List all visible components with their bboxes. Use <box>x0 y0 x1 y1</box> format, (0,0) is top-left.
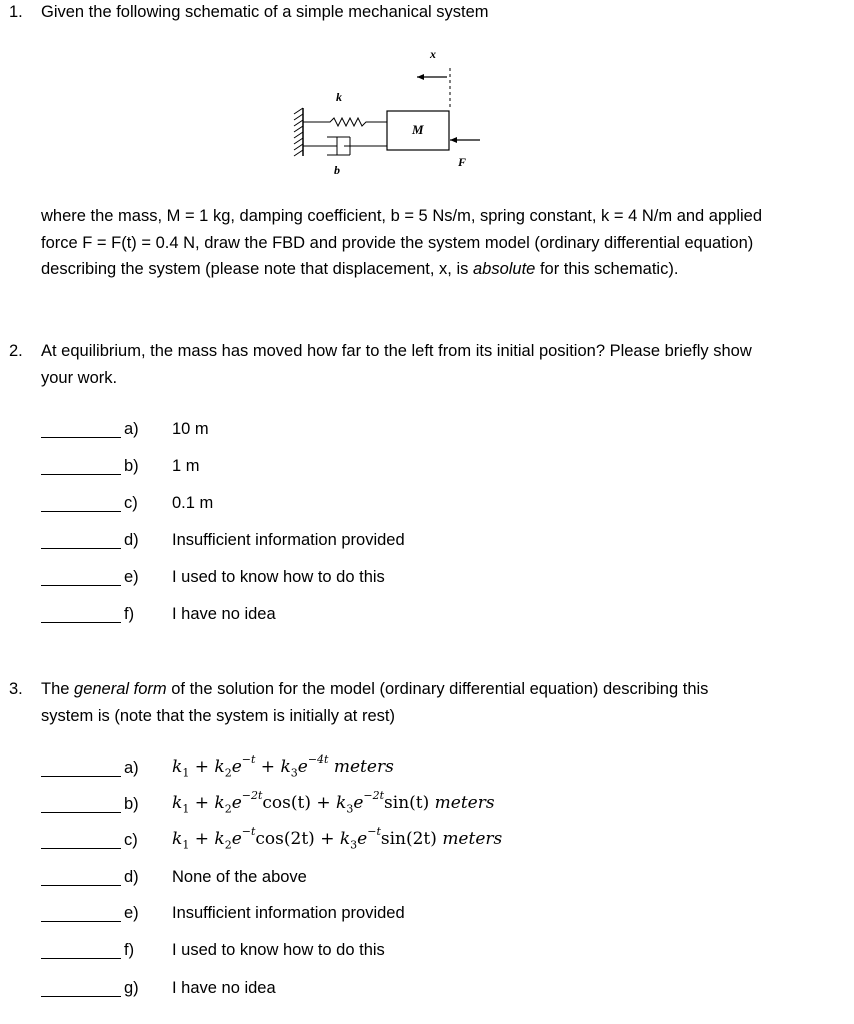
option-formula: $k_1 + k_2e^{-t} + k_3e^{-4t}$ meters <box>172 753 394 780</box>
option-letter: f) <box>124 941 135 959</box>
option-letter: c) <box>124 494 138 512</box>
q1-line3-emphasis: absolute <box>472 260 536 278</box>
answer-blank[interactable] <box>41 885 121 886</box>
option-text: I have no idea <box>172 605 276 623</box>
option-letter: b) <box>124 795 139 813</box>
answer-blank[interactable] <box>41 585 121 586</box>
question-3-line: system is (note that the system is initially at rest) <box>41 706 395 725</box>
force-arrowhead <box>450 137 457 143</box>
question-1-line: force F = F(t) = 0.4 N, draw the FBD and provide the system model (ordinary differential equation) <box>41 233 754 252</box>
question-3-text <box>41 676 841 729</box>
option-letter: f) <box>124 605 135 623</box>
q1-line3-post: for this schematic). <box>535 260 679 278</box>
option-text: None of the above <box>172 868 307 886</box>
answer-blank[interactable] <box>41 848 121 849</box>
answer-blank[interactable] <box>41 511 121 512</box>
option-letter: d) <box>124 868 139 886</box>
answer-blank[interactable] <box>41 812 121 813</box>
option-formula: $k_1 + k_2e^{-t}\cos(2t) + k_3e^{-t}\sin(2t)$ meters <box>172 825 503 852</box>
option-letter: b) <box>124 457 139 475</box>
label-b: b <box>334 163 340 177</box>
spring-k <box>303 118 387 126</box>
question-3-line <box>41 676 841 703</box>
option-text: 1 m <box>172 457 200 475</box>
answer-blank[interactable] <box>41 437 121 438</box>
answer-blank[interactable] <box>41 921 121 922</box>
label-x: x <box>430 47 436 61</box>
question-3-number: 3. <box>9 680 23 698</box>
question-1-line <box>41 256 841 283</box>
option-text: I have no idea <box>172 979 276 997</box>
option-text: Insufficient information provided <box>172 904 405 922</box>
option-text: 10 m <box>172 420 209 438</box>
question-1-text <box>41 203 841 283</box>
x-arrowhead <box>417 74 424 80</box>
question-2-text <box>41 338 841 391</box>
answer-blank[interactable] <box>41 958 121 959</box>
q3-line1-pre: The <box>41 680 75 698</box>
answer-blank[interactable] <box>41 548 121 549</box>
question-1-number: 1. <box>9 3 23 21</box>
mechanical-system-schematic <box>280 40 500 180</box>
option-letter: g) <box>124 979 139 997</box>
question-1-line: where the mass, M = 1 kg, damping coefficient, b = 5 Ns/m, spring constant, k = 4 N/m and applied <box>41 207 763 225</box>
q1-line3-pre: describing the system (please note that displacement, x, is <box>41 260 473 278</box>
wall-hatching <box>294 108 303 156</box>
answer-blank[interactable] <box>41 474 121 475</box>
option-text: I used to know how to do this <box>172 568 385 586</box>
answer-blank[interactable] <box>41 776 121 777</box>
q3-line1-post: of the solution for the model (ordinary differential equation) describing this <box>166 680 709 698</box>
label-F: F <box>458 155 467 169</box>
answer-blank[interactable] <box>41 996 121 997</box>
answer-blank[interactable] <box>41 622 121 623</box>
question-1-title: Given the following schematic of a simple mechanical system <box>41 3 489 21</box>
option-letter: a) <box>124 759 139 777</box>
option-letter: a) <box>124 420 139 438</box>
option-letter: c) <box>124 831 138 849</box>
option-text: 0.1 m <box>172 494 214 512</box>
option-text: Insufficient information provided <box>172 531 405 549</box>
damper-b <box>303 137 387 155</box>
label-M: M <box>412 122 424 137</box>
option-text: I used to know how to do this <box>172 941 385 959</box>
option-letter: d) <box>124 531 139 549</box>
option-formula: $k_1 + k_2e^{-2t}\cos(t) + k_3e^{-2t}\sin(t)$ meters <box>172 789 495 816</box>
q3-line1-emphasis: general form <box>74 680 167 698</box>
option-letter: e) <box>124 568 139 586</box>
label-k: k <box>336 90 342 104</box>
question-2-line: your work. <box>41 368 118 387</box>
question-2-number: 2. <box>9 342 23 360</box>
question-2-line: At equilibrium, the mass has moved how far to the left from its initial position? Please briefly show <box>41 342 752 360</box>
option-letter: e) <box>124 904 139 922</box>
